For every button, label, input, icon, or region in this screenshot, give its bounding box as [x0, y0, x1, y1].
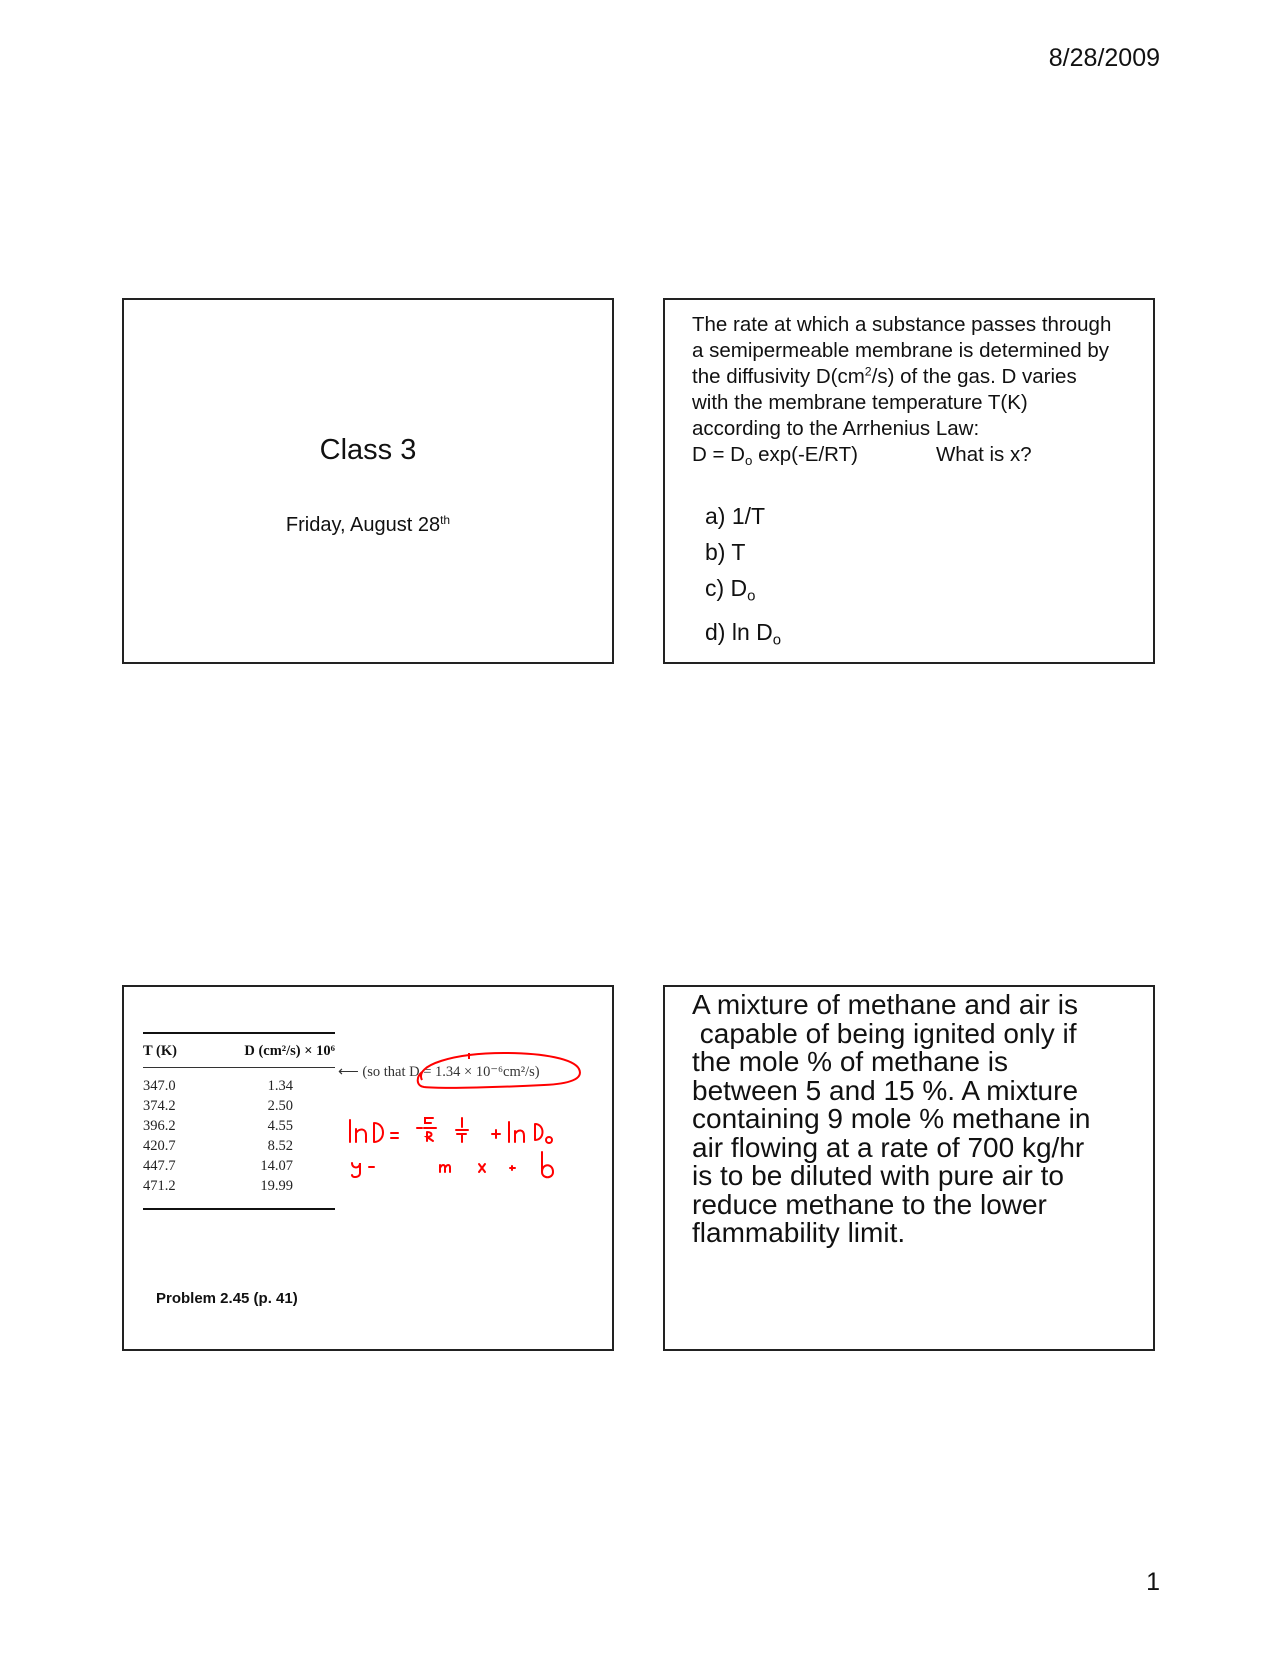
slide-title: Class 3	[319, 434, 417, 466]
cell: 447.7	[143, 1158, 176, 1174]
eq-sub: o	[744, 452, 753, 468]
text-line: A mixture of methane and air is	[692, 989, 1078, 1020]
option-c	[705, 570, 781, 614]
text-line: is to be diluted with pure air to	[692, 1160, 1064, 1191]
text-line	[692, 364, 1152, 390]
table-row	[143, 1136, 335, 1156]
diffusivity-table	[143, 1032, 335, 1210]
slide-methane-problem	[663, 985, 1155, 1351]
text-line: reduce methane to the lower	[692, 1188, 1047, 1220]
cell: 471.2	[143, 1178, 176, 1194]
question-text	[692, 312, 1152, 474]
text-line: The rate at which a substance passes through	[692, 313, 1112, 336]
table-header	[143, 1043, 335, 1068]
cell: 420.7	[143, 1138, 176, 1154]
cell: 1.34	[267, 1078, 293, 1094]
equation	[692, 442, 858, 474]
option-sub: o	[747, 587, 756, 605]
table-row	[143, 1156, 335, 1176]
text-line: with the membrane temperature T(K)	[692, 391, 1028, 414]
cell: 14.07	[260, 1158, 293, 1174]
text-line: air flowing at a rate of 700 kg/hr	[692, 1131, 1085, 1163]
eq-lhs: D = D	[692, 443, 745, 466]
text-line: between 5 and 15 %. A mixture	[692, 1074, 1079, 1106]
answer-options	[705, 498, 781, 659]
subtitle-sup: th	[440, 512, 451, 527]
eq-rhs: exp(-E/RT)	[752, 443, 858, 466]
text-fragment: /s) of the gas. D varies	[871, 365, 1077, 388]
cell: 396.2	[143, 1118, 176, 1134]
table-row	[143, 1176, 335, 1196]
slide-subtitle	[124, 514, 612, 537]
text-line: the mole % of methane is	[692, 1046, 1008, 1077]
cell: 19.99	[260, 1178, 293, 1194]
page-date: 8/28/2009	[1048, 44, 1160, 72]
option-a: a) 1/T	[705, 503, 766, 529]
question-prompt: What is x?	[935, 443, 1032, 466]
text-line: flammability limit.	[692, 1217, 906, 1248]
text-line: according to the Arrhenius Law:	[692, 417, 980, 440]
text-fragment: the diffusivity D(cm	[692, 365, 865, 388]
cell: 4.55	[267, 1118, 293, 1134]
problem-caption: Problem 2.45 (p. 41)	[156, 1290, 298, 1307]
subtitle-text: Friday, August 28	[285, 514, 441, 536]
option-sub: o	[772, 631, 782, 649]
slide-data-table	[122, 985, 614, 1351]
option-label: c) D	[705, 575, 748, 601]
problem-text	[692, 991, 1152, 1248]
cell: 8.52	[267, 1138, 293, 1154]
slide-class-title	[122, 298, 614, 664]
option-label: d) ln D	[705, 619, 773, 646]
header-t: T (K)	[143, 1043, 177, 1059]
text-line: capable of being ignited only if	[692, 1017, 1077, 1049]
text-line: containing 9 mole % methane in	[692, 1103, 1091, 1134]
option-d	[705, 614, 781, 658]
table-rule	[143, 1208, 335, 1210]
table-rule	[143, 1032, 335, 1034]
superscript: 2	[864, 364, 872, 379]
equation-line	[692, 442, 1152, 474]
table-row	[143, 1096, 335, 1116]
cell: 2.50	[267, 1098, 293, 1114]
table-footnote: ⟵ (so that D = 1.34 × 10⁻⁶cm²/s)	[338, 1064, 540, 1080]
cell: 347.0	[143, 1078, 176, 1094]
option-b: b) T	[705, 539, 746, 565]
cell: 374.2	[143, 1098, 176, 1114]
page-number: 1	[1146, 1568, 1160, 1596]
table-row	[143, 1116, 335, 1136]
header-d: D (cm²/s) × 10⁶	[244, 1043, 335, 1059]
slide-question	[663, 298, 1155, 664]
text-line: a semipermeable membrane is determined by	[692, 339, 1110, 362]
table-row	[143, 1076, 335, 1096]
